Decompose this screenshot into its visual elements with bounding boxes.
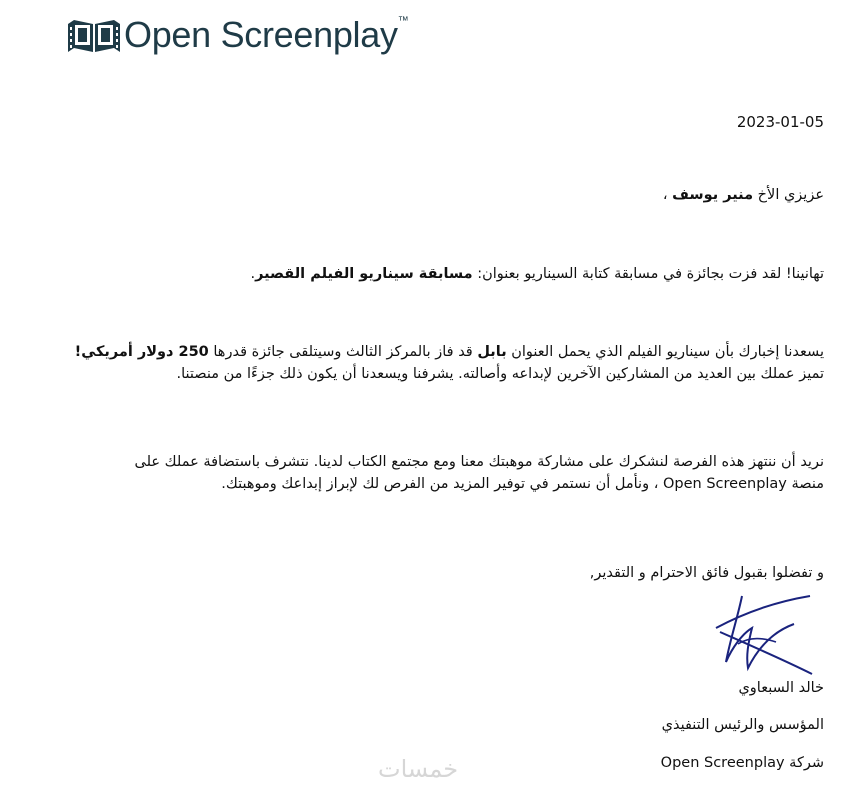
signer-name: خالد السبعاوي xyxy=(738,680,824,696)
film-title: بابل xyxy=(477,344,507,360)
company-name: شركة Open Screenplay xyxy=(660,755,824,771)
award-text-b: قد فاز بالمركز الثالث وسيتلقى جائزة قدرها xyxy=(208,344,478,360)
signer-role: المؤسس والرئيس التنفيذي xyxy=(661,717,824,733)
congrats-text: تهانينا! لقد فزت بجائزة في مسابقة كتابة السيناريو بعنوان: xyxy=(472,266,824,282)
invite-line-1: نريد أن ننتهز هذه الفرصة لنشكرك على مشاركة موهبتك معنا ومع مجتمع الكتاب لدينا. نتشرف باستضافة عملك على xyxy=(134,454,824,470)
logo-book-film-icon xyxy=(66,14,122,56)
award-line-1 xyxy=(24,341,824,363)
invitation-paragraph xyxy=(34,451,824,495)
award-line-2: تميز عملك بين العديد من المشاركين الآخرين لإبداعه وأصالته. يشرفنا ويسعدنا أن يكون ذلك جزءًا من منصتنا. xyxy=(176,366,824,382)
brand-logo xyxy=(66,14,409,56)
award-text-a: يسعدنا إخبارك بأن سيناريو الفيلم الذي يحمل العنوان xyxy=(506,344,824,360)
invite-line-2: منصة Open Screenplay ، ونأمل أن نستمر في توفير المزيد من الفرص لك لإبراز إبداعك وموهبتك. xyxy=(221,476,824,492)
letter-date: 2023-01-05 xyxy=(736,113,824,131)
greeting-prefix: عزيزي الأخ xyxy=(753,187,824,203)
recipient-name: منير يوسف xyxy=(672,187,754,203)
brand-name: Open Screenplay xyxy=(124,14,398,55)
watermark: خمسات xyxy=(378,755,459,783)
greeting xyxy=(663,184,824,206)
greeting-suffix: ، xyxy=(662,187,673,203)
signature xyxy=(712,588,816,680)
closing-line: و تفضلوا بقبول فائق الاحترام و التقدير, xyxy=(589,565,824,581)
award-paragraph xyxy=(24,341,824,385)
trademark-symbol: ™ xyxy=(397,15,409,27)
competition-name: مسابقة سيناريو الفيلم القصير xyxy=(255,266,473,282)
congratulations-paragraph xyxy=(250,263,824,285)
prize-amount: 250 دولار أمريكي! xyxy=(74,344,209,360)
congrats-end: . xyxy=(250,266,256,282)
